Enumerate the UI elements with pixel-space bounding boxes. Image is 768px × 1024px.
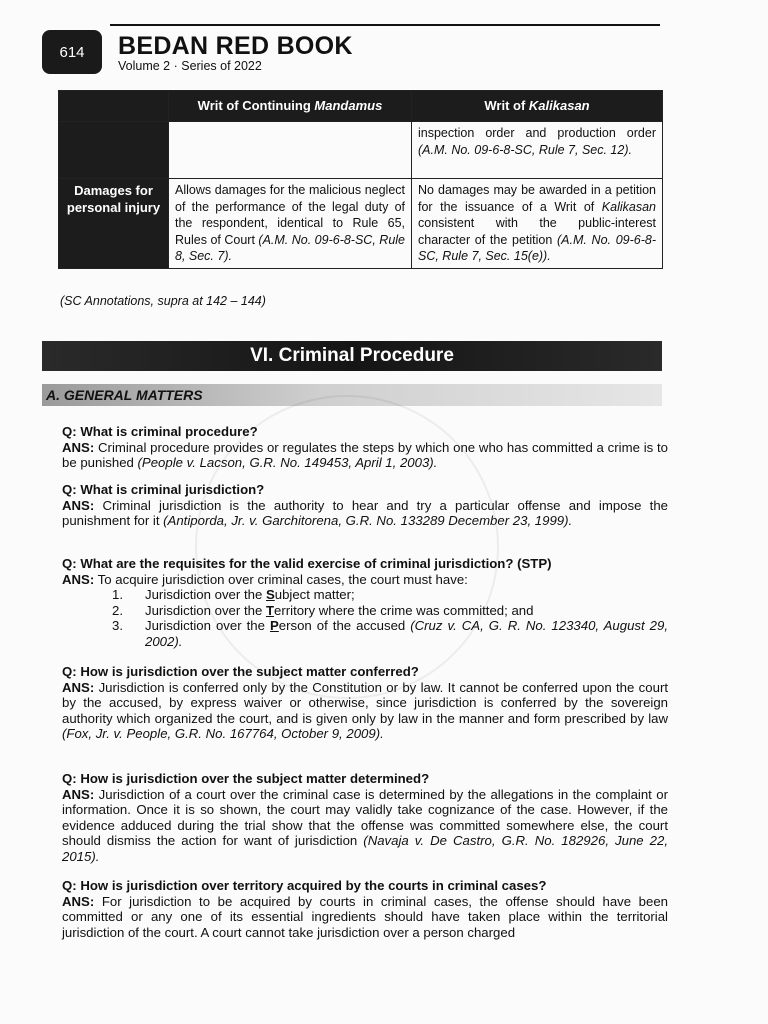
table-corner-cell (59, 91, 169, 122)
question: Q: What are the requisites for the valid exercise of criminal jurisdiction? (STP) (62, 556, 552, 571)
subsection-title: A. GENERAL MATTERS (42, 384, 662, 406)
col-header-kalikasan: Writ of Kalikasan (412, 91, 663, 122)
list-item: 2. Jurisdiction over the Territory where the crime was committed; and (112, 602, 534, 618)
book-title: BEDAN RED BOOK (118, 32, 353, 60)
question: Q: How is jurisdiction over the subject matter determined? (62, 771, 430, 786)
table-header-row (59, 91, 663, 122)
writ-comparison-table (58, 90, 663, 269)
requisites-list (62, 587, 668, 649)
col-header-mandamus: Writ of Continuing Mandamus (169, 91, 412, 122)
qa-block (62, 878, 668, 940)
table-row (59, 179, 663, 269)
answer: ANS: Criminal jurisdiction is the authority to hear and try a particular offense and impose the punishment for it (Antiporda, Jr. v. Garchitorena, G.R. No. 133289 December 23, 1999). (62, 497, 668, 528)
row-head-empty (59, 122, 169, 179)
answer: ANS: Jurisdiction of a court over the criminal case is determined by the allegations in the complaint or information. Once it is so shown, the court may validly take cognizance of the case. However, if the evidence adduced during the trial show that the offense was committed somewhere else, the court should dismiss the action for want of jurisdiction (Navaja v. De Castro, G.R. No. 182926, June 22, 2015). (62, 786, 669, 864)
header-rule (110, 24, 660, 26)
list-item: 1. Jurisdiction over the Subject matter; (112, 587, 355, 602)
list-item: 3. Jurisdiction over the Person of the accused (Cruz v. CA, G. R. No. 123340, August 29, 2002). (112, 618, 668, 649)
table-cell: Allows damages for the malicious neglect of the performance of the legal duty of the respondent, identical to Rule 65, Rules of Court (A.M. No. 09-6-8-SC, Rule 8, Sec. 7). (169, 179, 412, 269)
annotation-citation: (SC Annotations, supra at 142 – 144) (60, 294, 266, 308)
qa-block (62, 424, 668, 471)
table-row (59, 122, 663, 179)
qa-block (62, 664, 668, 742)
section-title: VI. Criminal Procedure (42, 341, 662, 371)
row-head-damages: Damages for personal injury (59, 179, 169, 269)
question: Q: How is jurisdiction over territory acquired by the courts in criminal cases? (62, 878, 547, 893)
answer: ANS: Jurisdiction is conferred only by the Constitution or by law. It cannot be conferred upon the court by the accused, by express waiver or otherwise, since jurisdiction is conferred by the sovereign authority which organized the court, and is given only by law in the manner and form prescribed by law (Fox, Jr. v. People, G.R. No. 167764, October 9, 2009). (62, 679, 668, 741)
table-cell: No damages may be awarded in a petition for the issuance of a Writ of Kalikasan consistent with the public-interest character of the petition (A.M. No. 09-6-8-SC, Rule 7, Sec. 15(e)). (412, 179, 663, 269)
table-cell: inspection order and production order (A.M. No. 09-6-8-SC, Rule 7, Sec. 12). (412, 122, 663, 179)
answer: ANS: For jurisdiction to be acquired by courts in criminal cases, the offense should have been committed or any one of its essential ingredients should have taken place within the territorial jurisdiction of the court. A court cannot take jurisdiction over a person charged (62, 893, 668, 940)
table-cell-empty (169, 122, 412, 179)
question: Q: What is criminal procedure? (62, 424, 258, 439)
book-subtitle: Volume 2 · Series of 2022 (118, 59, 262, 73)
qa-block (62, 556, 668, 649)
answer: ANS: To acquire jurisdiction over criminal cases, the court must have: (62, 571, 468, 587)
qa-block (62, 771, 668, 864)
qa-block (62, 482, 668, 529)
answer: ANS: Criminal procedure provides or regulates the steps by which one who has committed a crime is to be punished (People v. Lacson, G.R. No. 149453, April 1, 2003). (62, 439, 668, 470)
question: Q: How is jurisdiction over the subject matter conferred? (62, 664, 419, 679)
page-number-badge: 614 (42, 30, 102, 74)
question: Q: What is criminal jurisdiction? (62, 482, 265, 497)
